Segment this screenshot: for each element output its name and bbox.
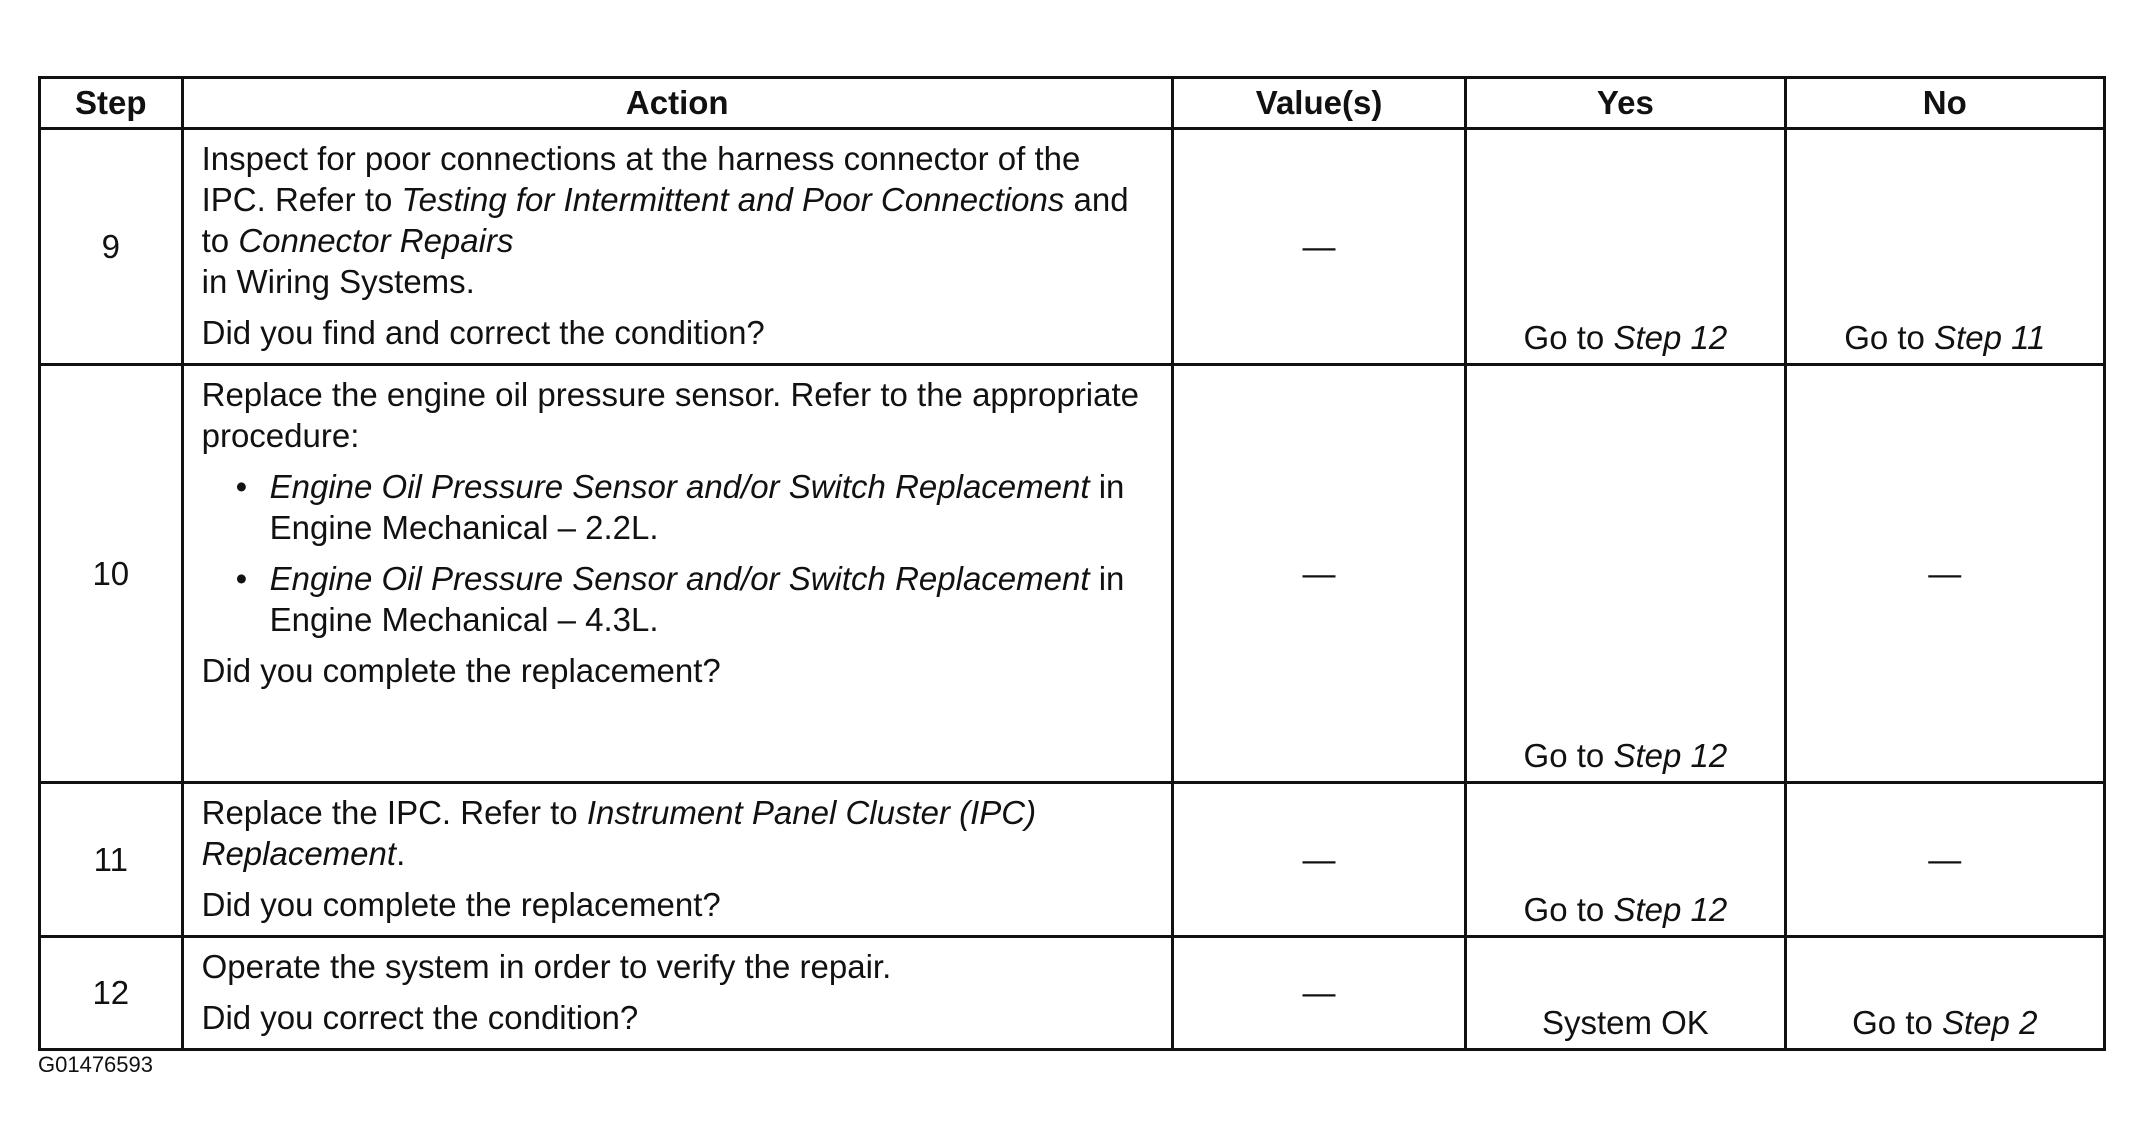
no-cell: — (1785, 783, 2104, 937)
table-row-step-12 (40, 937, 2105, 1050)
action-question: Did you correct the condition? (201, 999, 639, 1036)
yes-cell (1466, 783, 1785, 937)
action-reference: Testing for Intermittent and Poor Connections (401, 181, 1065, 218)
action-question: Did you complete the replacement? (201, 652, 721, 689)
action-text (202, 138, 1153, 302)
step-number: 12 (40, 937, 183, 1050)
no-prefix: Go to (1852, 1004, 1943, 1041)
action-cell (182, 365, 1172, 783)
no-step-reference: Step 11 (1934, 319, 2046, 356)
yes-prefix: Go to (1523, 319, 1614, 356)
yes-cell (1466, 129, 1785, 365)
header-yes: Yes (1466, 78, 1785, 129)
action-intro: Inspect for poor connections at the harness connector of the IPC. Refer to (201, 140, 1081, 218)
bullet-text: in Engine Mechanical – 4.3L. (269, 560, 1125, 638)
bullet-item (202, 558, 1153, 640)
action-intro: Replace the engine oil pressure sensor. Refer to the appropriate procedure: (201, 376, 1140, 454)
step-number: 10 (40, 365, 183, 783)
values-cell: — (1172, 937, 1465, 1050)
yes-step-reference: Step 12 (1613, 319, 1728, 356)
action-text (202, 792, 1153, 874)
yes-prefix: Go to (1523, 891, 1614, 928)
action-cell (182, 129, 1172, 365)
action-reference: Connector Repairs (238, 222, 514, 259)
table-header-row (40, 78, 2105, 129)
no-prefix: Go to (1844, 319, 1935, 356)
action-question: Did you complete the replacement? (201, 886, 721, 923)
no-cell (1785, 129, 2104, 365)
action-connector: and to (201, 181, 1129, 259)
bullet-item (202, 466, 1153, 548)
values-cell: — (1172, 365, 1465, 783)
yes-cell (1466, 365, 1785, 783)
action-tail: in Wiring Systems. (201, 263, 475, 300)
yes-step-reference: Step 12 (1613, 737, 1728, 774)
no-cell: — (1785, 365, 2104, 783)
header-values: Value(s) (1172, 78, 1465, 129)
bullet-marker: • (235, 468, 248, 505)
action-intro: Operate the system in order to verify the repair. (201, 948, 892, 985)
step-number: 9 (40, 129, 183, 365)
action-intro: Replace the IPC. Refer to (201, 794, 587, 831)
no-cell (1785, 937, 2104, 1050)
action-reference: Instrument Panel Cluster (IPC) Replacement (201, 794, 1037, 872)
bullet-reference: Engine Oil Pressure Sensor and/or Switch Replacement (269, 560, 1090, 597)
header-step: Step (40, 78, 183, 129)
yes-prefix: Go to (1523, 737, 1614, 774)
values-cell: — (1172, 129, 1465, 365)
figure-id-caption: G01476593 (38, 1052, 153, 1077)
action-cell (182, 937, 1172, 1050)
no-step-reference: Step 2 (1942, 1004, 2038, 1041)
table-row-step-10 (40, 365, 2105, 783)
action-question: Did you find and correct the condition? (201, 314, 765, 351)
bullet-marker: • (235, 560, 248, 597)
table-row-step-9 (40, 129, 2105, 365)
header-action: Action (182, 78, 1172, 129)
table-row-step-11 (40, 783, 2105, 937)
bullet-text: in Engine Mechanical – 2.2L. (269, 468, 1125, 546)
header-no: No (1785, 78, 2104, 129)
step-number: 11 (40, 783, 183, 937)
values-cell: — (1172, 783, 1465, 937)
action-cell (182, 783, 1172, 937)
yes-step-reference: Step 12 (1613, 891, 1728, 928)
action-end: . (396, 835, 406, 872)
yes-cell: System OK (1466, 937, 1785, 1050)
bullet-reference: Engine Oil Pressure Sensor and/or Switch Replacement (269, 468, 1090, 505)
diagnostic-table (38, 76, 2106, 1051)
